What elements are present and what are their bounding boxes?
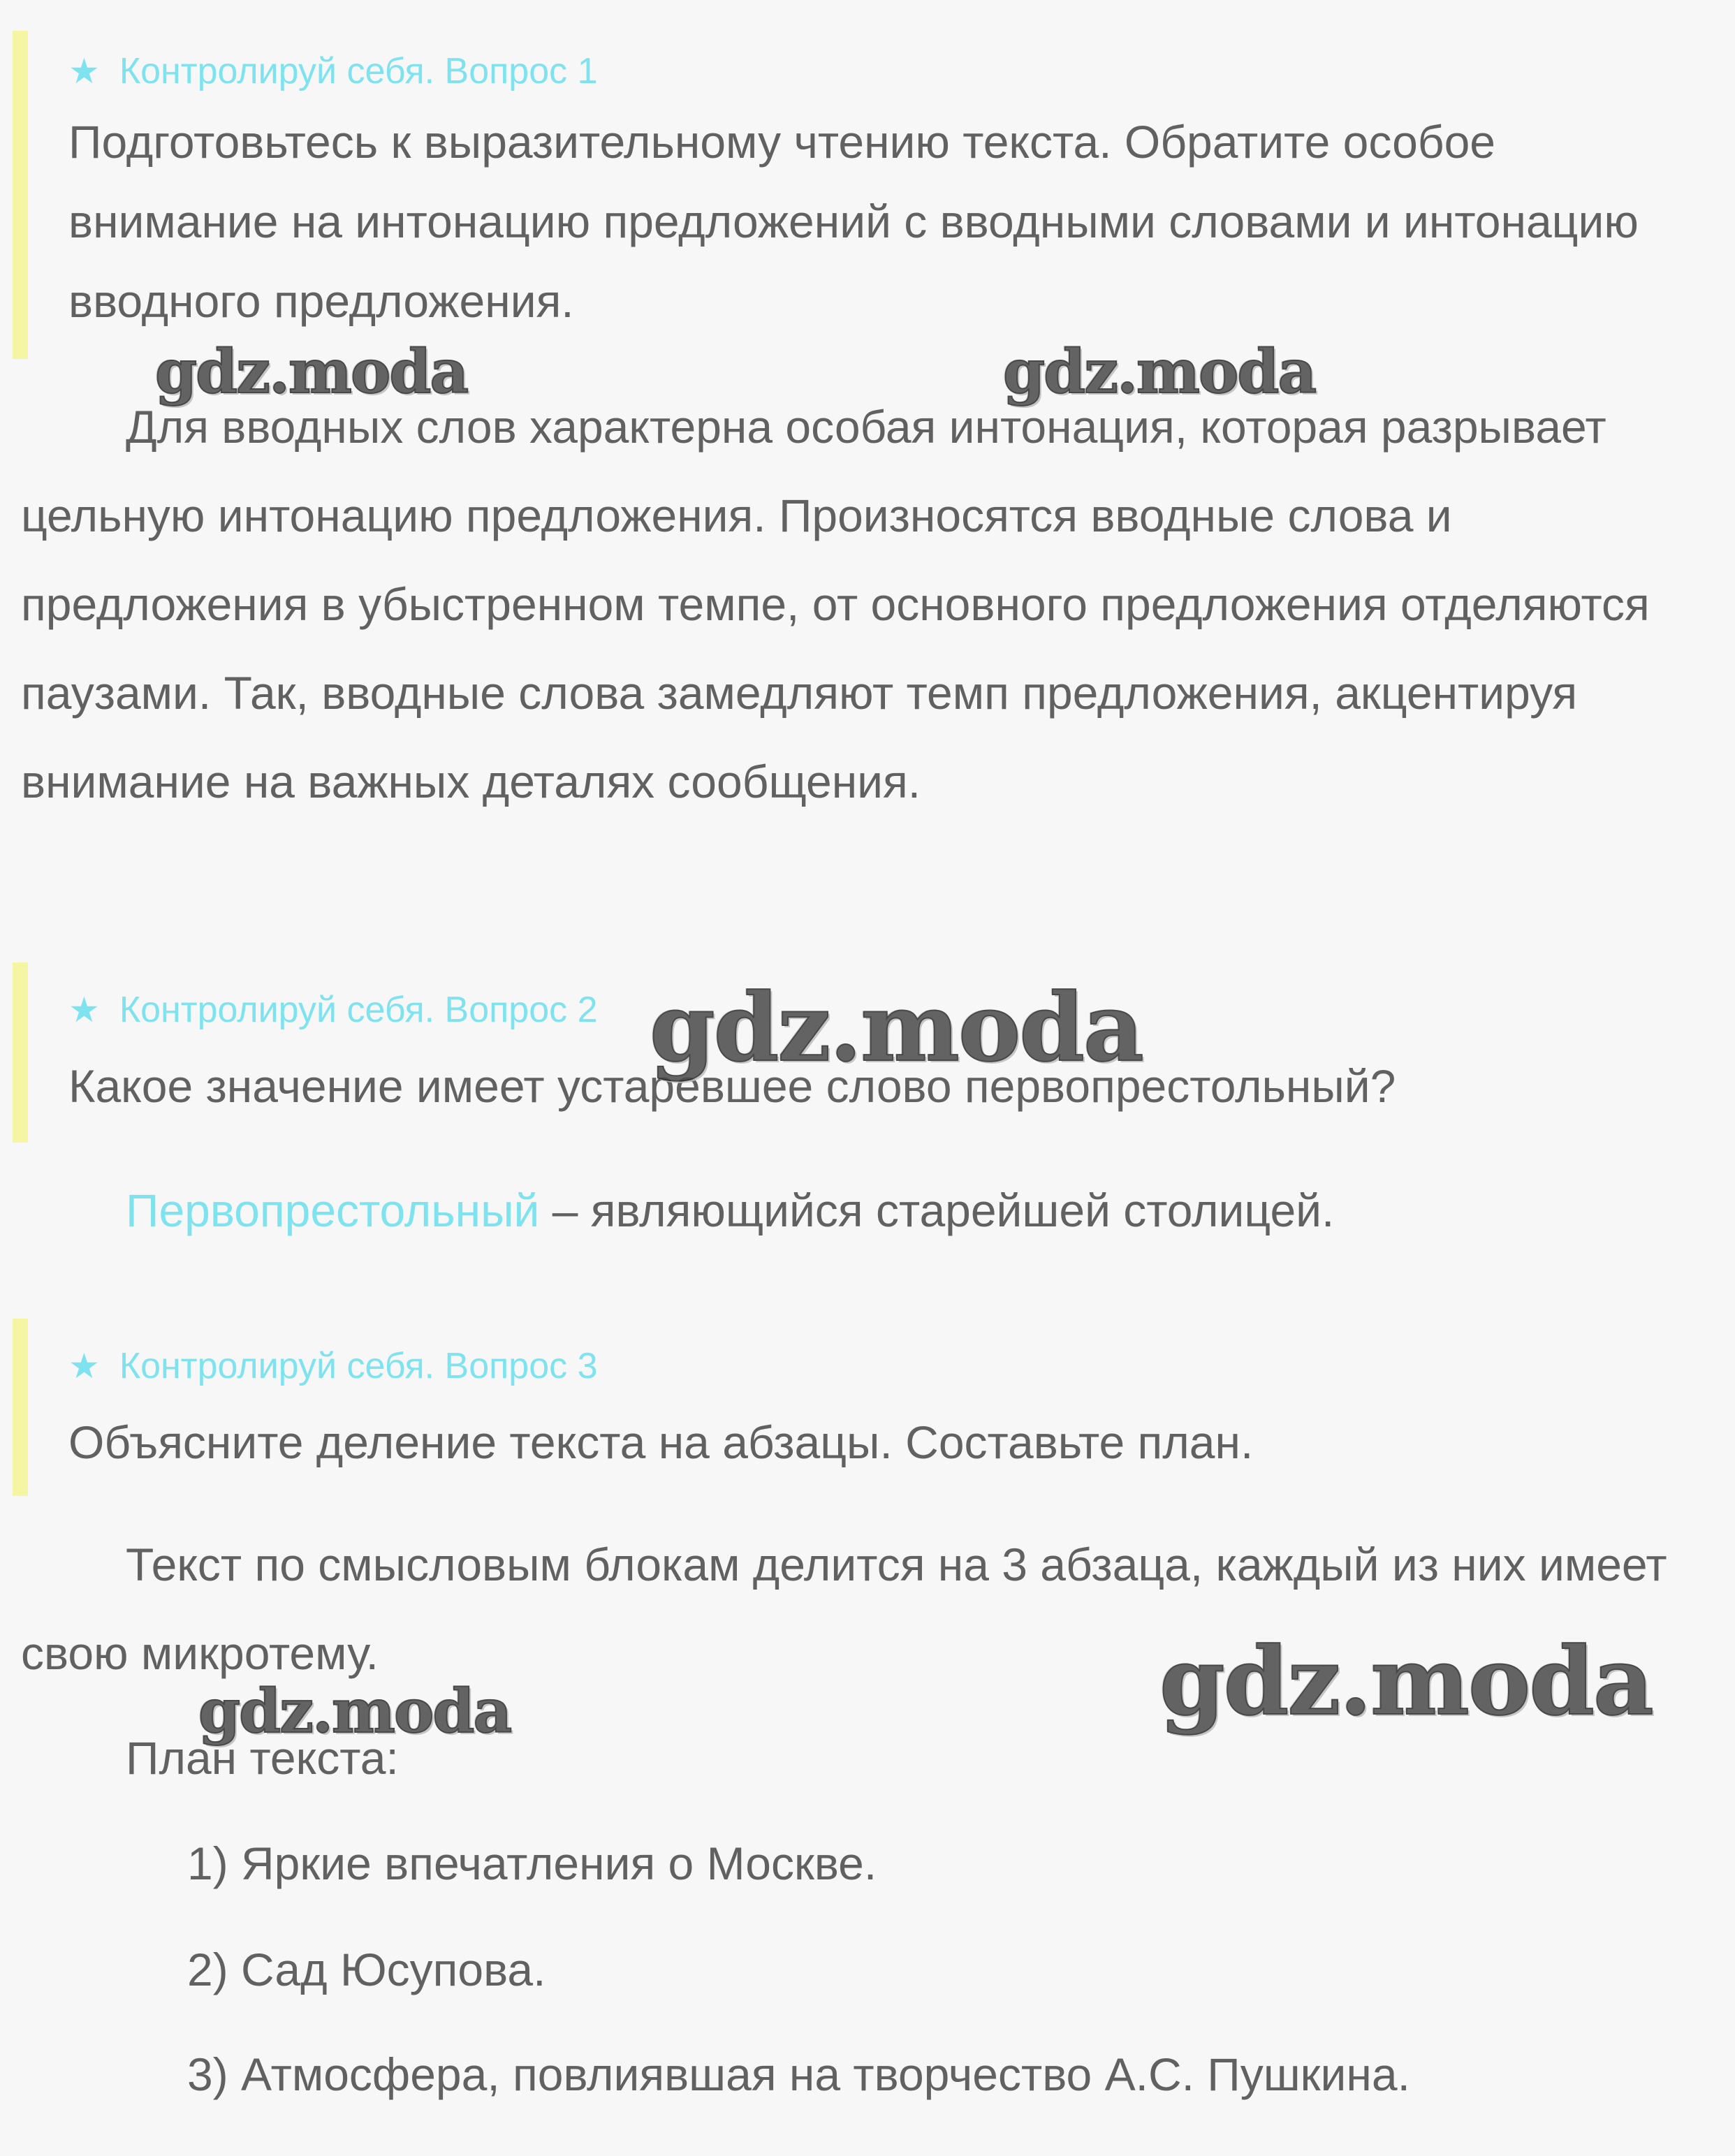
question-2-text: Какое значение имеет устаревшее слово первопрестольный? [68, 1060, 1396, 1112]
star-icon: ★ [68, 1347, 100, 1386]
question-3-text: Объясните деление текста на абзацы. Составьте план. [68, 1416, 1254, 1468]
answer-3-intro: Текст по смысловым блокам делится на 3 абзаца, каждый из них имеет свою микротему. [21, 1539, 1667, 1679]
question-3-title-row [68, 1345, 1717, 1387]
answer-1-paragraph: Для вводных слов характерна особая интонация, которая разрывает цельную интонацию предложения. Произносятся вводные слова и предложения в убыстренном темпе, от основного предложения отделяются паузами. Так, вводные слова замедляют темп предложения, акцентируя внимание на важных деталях сообщения. [21, 401, 1650, 807]
question-1-block [13, 31, 1717, 359]
question-1-title: Контролируй себя. Вопрос 1 [119, 51, 598, 91]
watermark: gdz.moda [1159, 1626, 1653, 1736]
plan-item-1: 1) Яркие впечатления о Москве. [187, 1838, 877, 1889]
plan-title: План текста: [126, 1732, 399, 1784]
question-1-text: Подготовьтесь к выразительному чтению текста. Обратите особое внимание на интонацию предложений с вводными словами и интонацию вводного предложения. [68, 116, 1639, 327]
watermark: gdz.moda [650, 972, 1143, 1083]
question-3-block [13, 1319, 1717, 1496]
star-icon: ★ [68, 990, 100, 1029]
answer-2-line [126, 1182, 1334, 1238]
watermark: gdz.moda [1003, 337, 1316, 407]
watermark: gdz.moda [155, 337, 468, 407]
plan-item-3: 3) Атмосфера, повлиявшая на творчество А.С. Пушкина. [187, 2048, 1410, 2100]
watermark: gdz.moda [198, 1676, 511, 1747]
question-3-title: Контролируй себя. Вопрос 3 [119, 1346, 598, 1386]
question-1-title-row [68, 50, 1717, 92]
plan-item-2: 2) Сад Юсупова. [187, 1944, 546, 1995]
answer-2-term: Первопрестольный [126, 1185, 540, 1236]
answer-2-definition: – являющийся старейшей столицей. [539, 1185, 1335, 1236]
question-2-title: Контролируй себя. Вопрос 2 [119, 990, 598, 1030]
star-icon: ★ [68, 52, 100, 91]
